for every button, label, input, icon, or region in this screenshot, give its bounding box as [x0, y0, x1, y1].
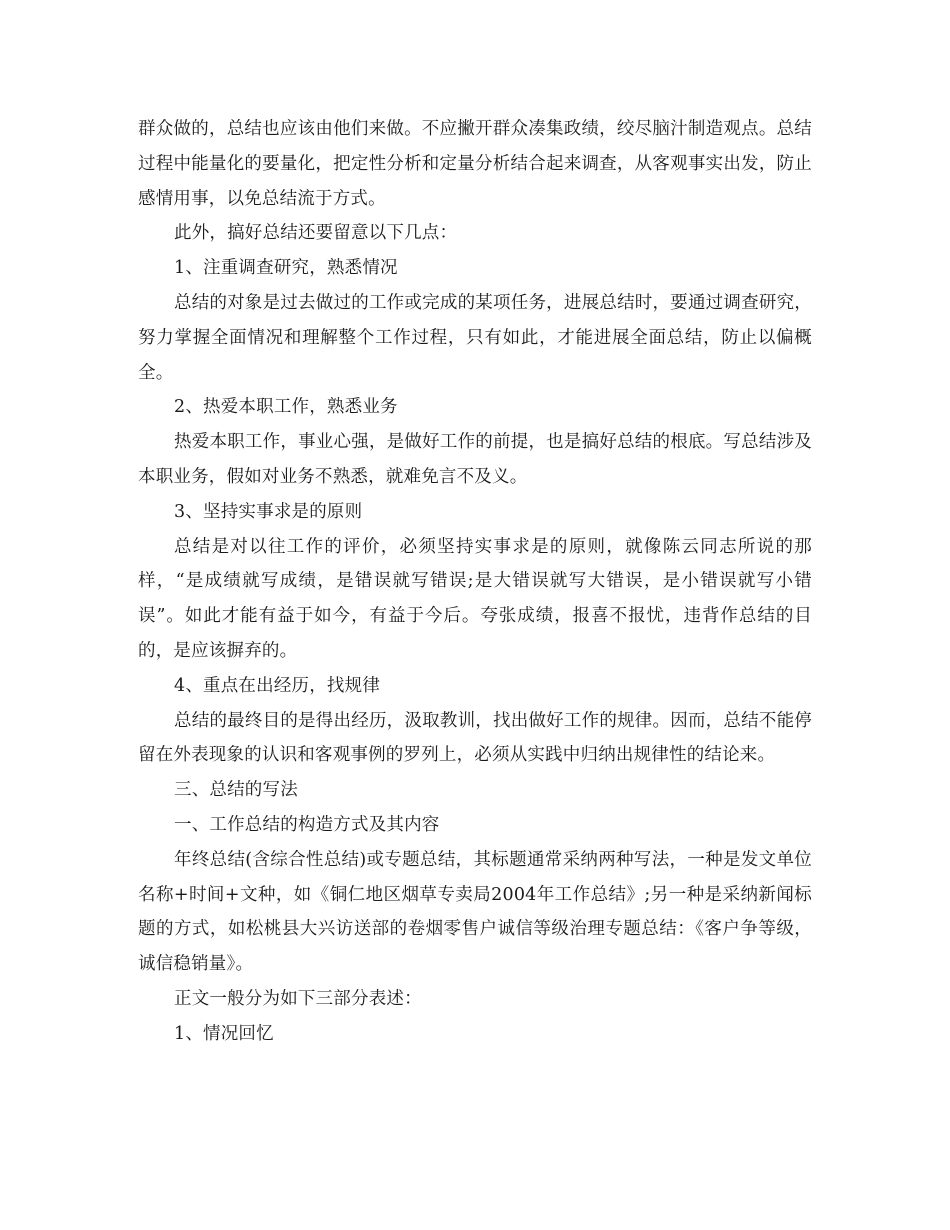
part-heading-1: 1、情况回忆 — [174, 1023, 274, 1044]
point-heading-3: 3、坚持实事求是的原则 — [174, 501, 363, 522]
point-heading-1: 1、注重调查研究，熟悉情况 — [174, 258, 398, 279]
paragraph-point-3: 总结是对以往工作的评价，必须坚持实事求是的原则，就像陈云同志所说的那样，“是成绩就写成绩，是错误就写错误;是大错误就写大错误，是小错误就写小错误”。如此才能有益于如今，有益于今后。夸张成绩，报喜不报忧，违背作总结的目的，是应该摒弃的。 — [138, 536, 812, 661]
point-heading-4: 4、重点在出经历，找规律 — [174, 675, 381, 696]
paragraph-point-4: 总结的最终目的是得出经历，汲取教训，找出做好工作的规律。因而，总结不能停留在外表现象的认识和客观事例的罗列上，必须从实践中归纳出规律性的结论来。 — [138, 710, 812, 766]
paragraph-continuation: 群众做的，总结也应该由他们来做。不应撇开群众凑集政绩，绞尽脑汁制造观点。总结过程中能量化的要量化，把定性分析和定量分析结合起来调查，从客观事实出发，防止感情用事，以免总结流于方式。 — [138, 119, 812, 209]
section-heading-3: 三、总结的写法 — [174, 780, 298, 801]
paragraph-point-2: 热爱本职工作，事业心强，是做好工作的前提，也是搞好总结的根底。写总结涉及本职业务，假如对业务不熟悉，就难免言不及义。 — [138, 432, 812, 487]
paragraph-body-parts: 正文一般分为如下三部分表述： — [174, 988, 422, 1009]
paragraph-point-1: 总结的对象是过去做过的工作或完成的某项任务，进展总结时，要通过调查研究，努力掌握全面情况和理解整个工作过程，只有如此，才能进展全面总结，防止以偏概全。 — [138, 292, 812, 383]
document-body — [138, 112, 812, 1052]
paragraph-title-methods: 年终总结(含综合性总结)或专题总结，其标题通常采纳两种写法，一种是发文单位名称+时间+文种，如《铜仁地区烟草专卖局2004年工作总结》;另一种是采纳新闻标题的方式，如松桃县大兴访送部的卷烟零售户诚信等级治理专题总结：《客户争等级，诚信稳销量》。 — [138, 849, 812, 975]
subsection-heading-1: 一、工作总结的构造方式及其内容 — [174, 814, 440, 835]
point-heading-2: 2、热爱本职工作，熟悉业务 — [174, 397, 398, 418]
paragraph-intro-points: 此外，搞好总结还要留意以下几点： — [174, 223, 458, 244]
